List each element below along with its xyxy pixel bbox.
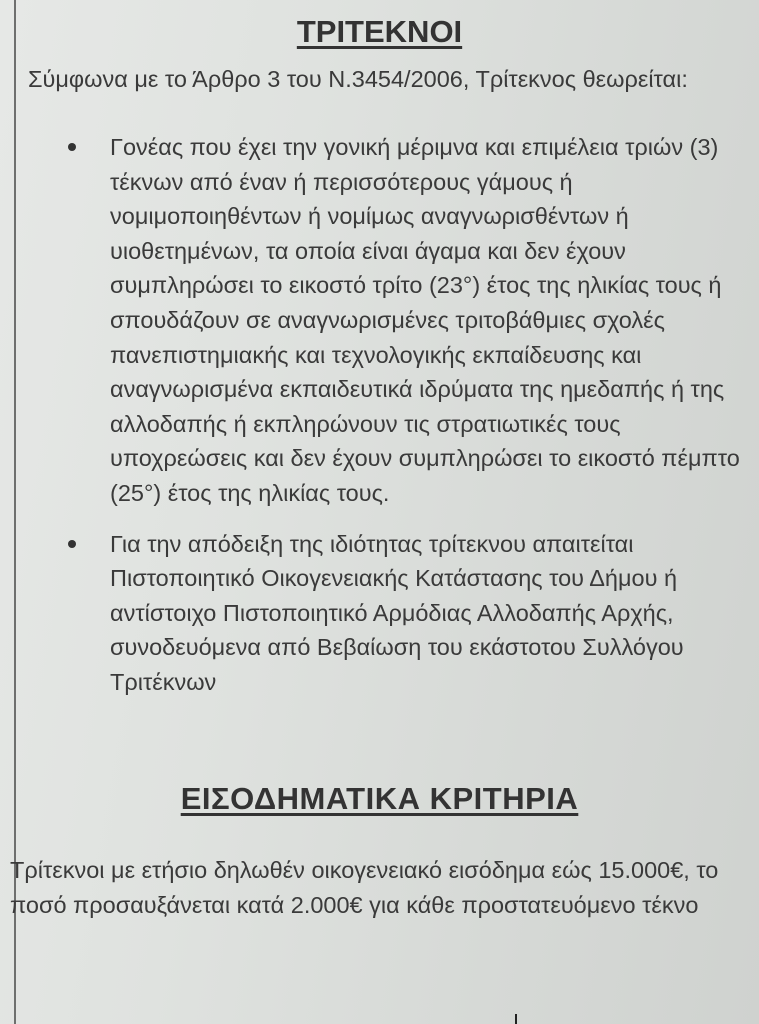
pen-mark [515,1014,517,1024]
intro-paragraph: Σύμφωνα με το Άρθρο 3 του Ν.3454/2006, Τρίτεκνος θεωρείται: [28,66,688,92]
list-item [0,130,759,511]
list-item-text: Για την απόδειξη της ιδιότητας τρίτεκνου απαιτείται Πιστοποιητικό Οικογενειακής Κατάστασης του Δήμου ή αντίστοιχο Πιστοποιητικό Αρμόδιας Αλλοδαπής Αρχής, συνοδευόμενα από Βεβαίωση του εκάστοτου Συλλόγου Τριτέκνων [110,530,684,695]
section-title-income-criteria: ΕΙΣΟΔΗΜΑΤΙΚΑ ΚΡΙΤΗΡΙΑ [180,781,579,816]
income-paragraph: Τρίτεκνοι με ετήσιο δηλωθέν οικογενειακό εισόδημα εώς 15.000€, το ποσό προσαυξάνεται κατά 2.000€ για κάθε προστατευόμενο τέκνο [10,857,719,918]
section-title-tritekni: ΤΡΙΤΕΚΝΟΙ [296,14,463,49]
bullet-icon [68,540,76,548]
list-item-text: Γονέας που έχει την γονική μέριμνα και επιμέλεια τριών (3) τέκνων από έναν ή περισσότερους γάμους ή νομιμοποιηθέντων ή νομίμως αναγνωρισθέντων ή υιοθετημένων, τα οποία είναι άγαμα και δεν έχουν συμπληρώσει το εικοστό τρίτο (23°) έτος της ηλικίας τους ή σπουδάζουν σε αναγνωρισμένες τριτοβάθμιες σχολές πανεπιστημιακής και τεχνολογικής εκπαίδευσης και αναγνωρισμένα εκπαιδευτικά ιδρύματα της ημεδαπής ή της αλλοδαπής ή εκπληρώνουν τις στρατιωτικές τους υποχρεώσεις και δεν έχουν συμπληρώσει το εικοστό πέμπτο (25°) έτος της ηλικίας τους. [110,134,740,506]
bullet-icon [68,143,76,151]
criteria-list [0,130,759,700]
list-item [0,527,759,700]
